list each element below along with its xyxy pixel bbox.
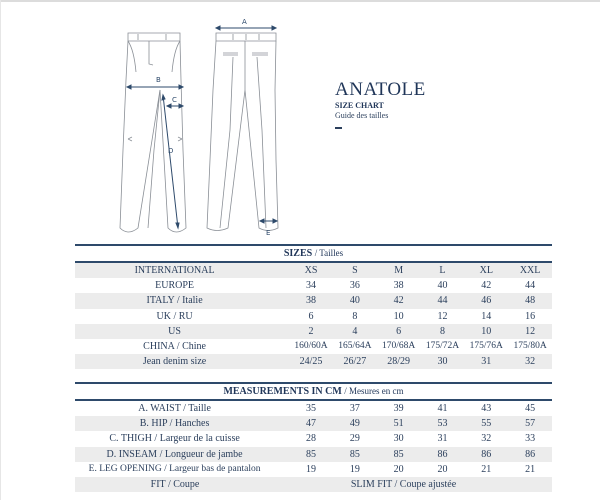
table-row: C. THIGH / Largeur de la cuisse 28 29 30 31 32 33 — [109, 433, 536, 445]
table-row: D. INSEAM / Longueur de jambe 85 85 85 86 86 86 — [75, 447, 552, 462]
label-e: E — [266, 229, 271, 237]
brand-title: ANATOLE — [335, 79, 426, 100]
label-b: B — [156, 76, 161, 84]
sizes-table — [75, 244, 552, 369]
table-row: A. WAIST / Taille 35 37 39 41 43 45 — [138, 403, 536, 414]
brand-block — [335, 80, 426, 129]
table-row: INTERNATIONAL XS S M L XL XXL — [75, 263, 552, 278]
table-row: ITALY / Italie 38 40 42 44 46 48 — [75, 293, 552, 308]
divider — [335, 127, 342, 129]
size-chart-subtitle-fr: Guide des tailles — [335, 111, 389, 120]
table-row: Jean denim size 24/25 26/27 28/29 30 31 32 — [75, 354, 552, 369]
fit-row: FIT / Coupe SLIM FIT / Coupe ajustée — [75, 477, 552, 492]
label-c: C — [172, 96, 177, 104]
table-row: B. HIP / Hanches 47 49 51 53 55 57 — [75, 416, 552, 431]
size-chart-subtitle: SIZE CHART — [335, 101, 384, 110]
measurements-heading: MEASUREMENTS IN CM / Mesures en cm — [223, 386, 404, 397]
left-border — [0, 0, 1, 500]
top-border — [0, 0, 600, 2]
table-row: US 2 4 6 8 10 12 — [75, 324, 552, 339]
measurements-table — [75, 382, 552, 492]
table-row: CHINA / Chine 160/60A 165/64A 170/68A 175/72A 175/76A 175/80A — [143, 340, 547, 352]
pants-diagram — [110, 10, 300, 240]
label-d: D — [168, 147, 174, 155]
table-row: EUROPE 34 36 38 40 42 44 — [155, 280, 536, 292]
label-a: A — [242, 18, 247, 26]
sizes-heading: SIZES / Tailles — [283, 248, 344, 259]
table-row: E. LEG OPENING / Largeur bas de pantalon 19 19 20 20 21 21 — [88, 463, 536, 475]
table-row: UK / RU 6 8 10 12 14 16 — [156, 310, 536, 322]
